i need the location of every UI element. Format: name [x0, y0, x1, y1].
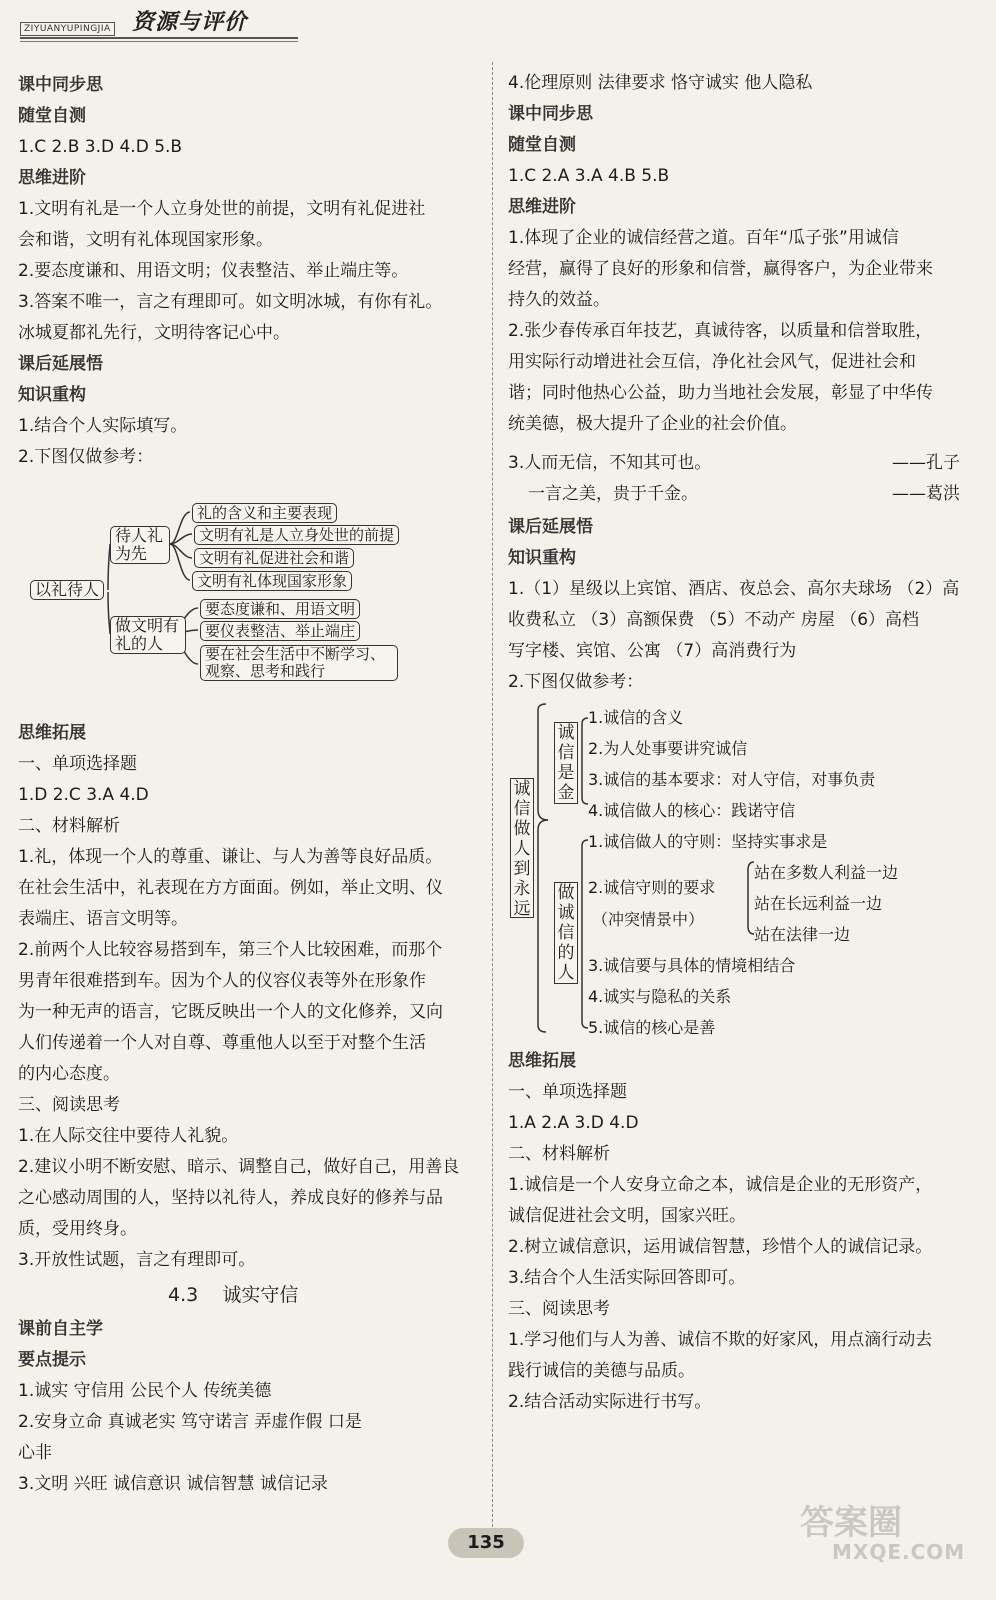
text-line: 1.C 2.A 3.A 4.B 5.B	[508, 166, 670, 186]
text-line: 2.建议小明不断安慰、暗示、调整自己，做好自己，用善良	[18, 1157, 460, 1177]
section-heading: 思维进阶	[508, 197, 576, 217]
text-line: 2.下图仅做参考：	[18, 447, 154, 467]
text-line: 2.张少春传承百年技艺，真诚待客，以质量和信誉取胜，	[508, 321, 933, 341]
tree-branch-2: 做诚信的人	[554, 882, 578, 984]
tree-leaf: 5.诚信的核心是善	[588, 1018, 716, 1037]
text-line: 经营，赢得了良好的形象和信誉，赢得客户，为企业带来	[508, 259, 933, 279]
text-line: 1.A 2.A 3.D 4.D	[508, 1113, 639, 1133]
section-heading: 随堂自测	[508, 135, 576, 155]
section-heading: 课后延展悟	[18, 354, 103, 374]
tree-root: 诚信做人到永远	[510, 778, 534, 918]
text-line: 二、材料解析	[508, 1144, 610, 1164]
mindmap-leaf: 要仪表整洁、举止端庄	[200, 621, 360, 641]
text-line: 质，受用终身。	[18, 1219, 137, 1239]
quote-2-text: 一言之美，贵于千金。	[528, 484, 698, 504]
quote-2	[528, 479, 960, 510]
mindmap-leaf: 文明有礼是人立身处世的前提	[194, 525, 399, 545]
text-line: 2.下图仅做参考：	[508, 672, 644, 692]
section-heading: 课后延展悟	[508, 517, 593, 537]
quote-1-author: ——孔子	[892, 453, 960, 473]
mindmap-leaf: 要在社会生活中不断学习、观察、思考和践行	[200, 645, 398, 681]
text-line: 1.文明有礼是一个人立身处世的前提，文明有礼促进社	[18, 199, 426, 219]
text-line: 1.C 2.B 3.D 4.D 5.B	[18, 137, 183, 157]
section-heading: 思维拓展	[508, 1051, 576, 1071]
courtesy-mindmap	[28, 500, 458, 690]
tree-leaf: 2.为人处事要讲究诚信	[588, 739, 748, 758]
text-line: 1.D 2.C 3.A 4.D	[18, 785, 149, 805]
tree-leaf: 1.诚信做人的守则：坚持实事求是	[588, 832, 828, 851]
quote-1-text: 3.人而无信，不知其可也。	[508, 453, 712, 473]
text-line: 为一种无声的语言，它既反映出一个人的文化修养，又向	[18, 1002, 443, 1022]
text-line: 2.前两个人比较容易搭到车，第三个人比较困难，而那个	[18, 940, 443, 960]
text-line: 收费私立 （3）高额保费 （5）不动产 房屋 （6）高档	[508, 610, 920, 630]
header-title: 资源与评价	[132, 10, 248, 35]
tree-leaf-note: （冲突情景中）	[592, 910, 705, 929]
mindmap-leaf: 要态度谦和、用语文明	[200, 599, 360, 619]
text-line: 1.诚信是一个人安身立命之本，诚信是企业的无形资产，	[508, 1175, 933, 1195]
mindmap-root: 以礼待人	[30, 580, 104, 600]
section-heading: 思维进阶	[18, 168, 86, 188]
section-heading: 随堂自测	[18, 106, 86, 126]
text-line: 1.诚实 守信用 公民个人 传统美德	[18, 1381, 272, 1401]
left-column-top	[18, 70, 478, 473]
mindmap-leaf: 礼的含义和主要表现	[192, 503, 337, 523]
mindmap-branch-2: 做文明有礼的人	[110, 616, 186, 654]
section-heading: 知识重构	[18, 385, 86, 405]
tree-subleaf: 站在法律一边	[754, 925, 851, 944]
text-line: 持久的效益。	[508, 290, 610, 310]
text-line: 3.开放性试题，言之有理即可。	[18, 1250, 256, 1270]
text-line: 诚信促进社会文明，国家兴旺。	[508, 1206, 746, 1226]
text-line: 1.学习他们与人为善、诚信不欺的好家风，用点滴行动去	[508, 1330, 933, 1350]
right-column-bottom	[508, 1046, 968, 1418]
right-column-top	[508, 68, 968, 440]
tree-leaf: 4.诚信做人的核心：践诺守信	[588, 801, 796, 820]
tree-subleaf: 站在长远利益一边	[754, 894, 883, 913]
text-line: 2.要态度谦和、用语文明；仪表整洁、举止端庄等。	[18, 261, 409, 281]
text-line: 2.结合活动实际进行书写。	[508, 1392, 712, 1412]
text-line: 人们传递着一个人对自尊、尊重他人以至于对整个生活	[18, 1033, 426, 1053]
text-line: 男青年很难搭到车。因为个人的仪容仪表等外在形象作	[18, 971, 426, 991]
text-line: 一、单项选择题	[508, 1082, 627, 1102]
column-divider	[492, 62, 494, 1542]
text-line: 用实际行动增进社会互信，净化社会风气，促进社会和	[508, 352, 916, 372]
section-heading: 知识重构	[508, 548, 576, 568]
tree-leaf: 3.诚信要与具体的情境相结合	[588, 956, 796, 975]
tree-branch-1: 诚信是金	[554, 722, 578, 804]
section-heading: 要点提示	[18, 1350, 86, 1370]
text-line: 之心感动周围的人，坚持以礼待人，养成良好的修养与品	[18, 1188, 443, 1208]
text-line: 统美德，极大提升了企业的社会价值。	[508, 414, 797, 434]
text-line: 践行诚信的美德与品质。	[508, 1361, 695, 1381]
text-line: 2.树立诚信意识，运用诚信智慧，珍惜个人的诚信记录。	[508, 1237, 933, 1257]
left-column-middle	[18, 718, 478, 1276]
tree-leaf: 1.诚信的含义	[588, 708, 684, 727]
quote-2-author: ——葛洪	[892, 484, 960, 504]
section-heading: 思维拓展	[18, 723, 86, 743]
section-heading: 课中同步思	[18, 75, 103, 95]
text-line: 冰城夏都礼先行，文明待客记心中。	[18, 323, 290, 343]
text-line: 2.安身立命 真诚老实 笃守诺言 弄虚作假 口是	[18, 1412, 362, 1432]
header-pinyin: ZIYUANYUPINGJIA	[20, 22, 115, 36]
text-line: 二、材料解析	[18, 816, 120, 836]
watermark-url: MXQE.COM	[832, 1540, 966, 1564]
quote-1	[508, 448, 960, 479]
page-number: 135	[448, 1528, 524, 1558]
tree-leaf: 2.诚信守则的要求	[588, 878, 716, 897]
text-line: 1.礼，体现一个人的尊重、谦让、与人为善等良好品质。	[18, 847, 443, 867]
text-line: 一、单项选择题	[18, 754, 137, 774]
text-line: 3.答案不唯一，言之有理即可。如文明冰城，有你有礼。	[18, 292, 443, 312]
text-line: 3.文明 兴旺 诚信意识 诚信智慧 诚信记录	[18, 1474, 328, 1494]
tree-subleaf: 站在多数人利益一边	[754, 863, 899, 882]
text-line: 写字楼、宾馆、公寓 （7）高消费行为	[508, 641, 797, 661]
text-line: 4.伦理原则 法律要求 恪守诚实 他人隐私	[508, 73, 813, 93]
header-rule-thin	[20, 41, 298, 42]
text-line: 会和谐，文明有礼体现国家形象。	[18, 230, 273, 250]
text-line: 三、阅读思考	[18, 1095, 120, 1115]
integrity-tree	[508, 700, 968, 1045]
text-line: 1.结合个人实际填写。	[18, 416, 188, 436]
mindmap-leaf: 文明有礼促进社会和谐	[194, 548, 354, 568]
section-title: 4.3 诚实守信	[168, 1284, 299, 1306]
left-column-bottom	[18, 1314, 478, 1500]
section-heading: 课前自主学	[18, 1319, 103, 1339]
text-line: 1.在人际交往中要待人礼貌。	[18, 1126, 239, 1146]
text-line: 1.体现了企业的诚信经营之道。百年“瓜子张”用诚信	[508, 228, 899, 248]
mindmap-branch-1: 待人礼为先	[110, 526, 170, 564]
tree-leaf: 4.诚实与隐私的关系	[588, 987, 732, 1006]
text-line: 在社会生活中，礼表现在方方面面。例如，举止文明、仪	[18, 878, 443, 898]
text-line: 3.结合个人生活实际回答即可。	[508, 1268, 746, 1288]
right-column-middle	[508, 512, 968, 698]
section-heading: 课中同步思	[508, 104, 593, 124]
watermark-logo: 答案圈	[800, 1503, 902, 1543]
text-line: 的内心态度。	[18, 1064, 120, 1084]
mindmap-leaf: 文明有礼体现国家形象	[192, 571, 352, 591]
tree-leaf: 3.诚信的基本要求：对人守信，对事负责	[588, 770, 876, 789]
text-line: 谐；同时他热心公益，助力当地社会发展，彰显了中华传	[508, 383, 933, 403]
text-line: 1.（1）星级以上宾馆、酒店、夜总会、高尔夫球场 （2）高	[508, 579, 960, 599]
text-line: 心非	[18, 1443, 52, 1463]
header-rule	[20, 37, 298, 39]
text-line: 表端庄、语言文明等。	[18, 909, 188, 929]
text-line: 三、阅读思考	[508, 1299, 610, 1319]
